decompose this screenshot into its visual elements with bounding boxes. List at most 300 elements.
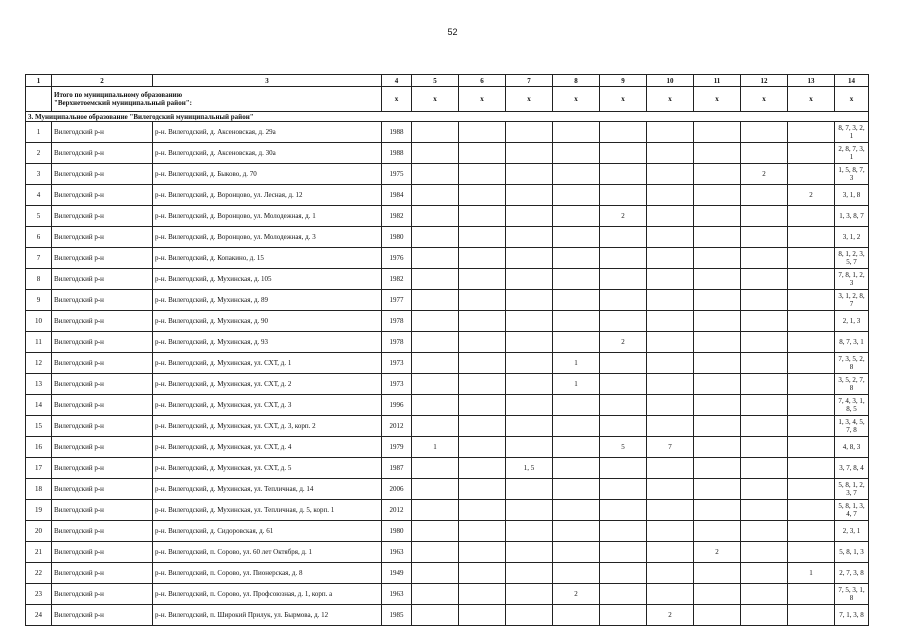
- address-cell: р-н. Вилегодский, д. Мухинская, ул. СХТ, д. 4: [153, 437, 382, 458]
- col8-cell: [553, 458, 600, 479]
- col14-cell: 2, 3, 1: [835, 521, 869, 542]
- col8-cell: [553, 500, 600, 521]
- row-number: 21: [26, 542, 52, 563]
- col12-cell: [741, 416, 788, 437]
- row-number: 8: [26, 269, 52, 290]
- row-number: 3: [26, 164, 52, 185]
- col12-cell: [741, 542, 788, 563]
- col11-cell: [694, 584, 741, 605]
- col10-cell: [647, 500, 694, 521]
- total-label: [52, 87, 382, 112]
- col12-cell: [741, 143, 788, 164]
- column-header: 12: [741, 75, 788, 87]
- col14-cell: 7, 1, 3, 8: [835, 605, 869, 626]
- col14-cell: 1, 3, 4, 5, 7, 8: [835, 416, 869, 437]
- col12-cell: [741, 584, 788, 605]
- col11-cell: [694, 227, 741, 248]
- col10-cell: [647, 416, 694, 437]
- col11-cell: [694, 122, 741, 143]
- col9-cell: [600, 542, 647, 563]
- column-header: 1: [26, 75, 52, 87]
- year-cell: 2006: [382, 479, 412, 500]
- col6-cell: [459, 227, 506, 248]
- col6-cell: [459, 416, 506, 437]
- col11-cell: [694, 311, 741, 332]
- col12-cell: [741, 437, 788, 458]
- col9-cell: [600, 521, 647, 542]
- district-cell: Вилегодский р-н: [52, 458, 153, 479]
- col13-cell: [788, 290, 835, 311]
- col9-cell: [600, 122, 647, 143]
- district-cell: Вилегодский р-н: [52, 605, 153, 626]
- col6-cell: [459, 542, 506, 563]
- col10-cell: [647, 458, 694, 479]
- col11-cell: [694, 395, 741, 416]
- address-cell: р-н. Вилегодский, д. Быково, д. 70: [153, 164, 382, 185]
- col8-cell: [553, 521, 600, 542]
- col5-cell: [412, 479, 459, 500]
- col7-cell: [506, 395, 553, 416]
- col11-cell: [694, 437, 741, 458]
- col8-cell: 1: [553, 374, 600, 395]
- col12-cell: [741, 605, 788, 626]
- col10-cell: [647, 311, 694, 332]
- col8-cell: [553, 437, 600, 458]
- col7-cell: [506, 269, 553, 290]
- col9-cell: [600, 416, 647, 437]
- col13-cell: [788, 311, 835, 332]
- col6-cell: [459, 332, 506, 353]
- table-row: [26, 164, 869, 185]
- col9-cell: [600, 605, 647, 626]
- col12-cell: [741, 563, 788, 584]
- table-row: [26, 500, 869, 521]
- year-cell: 2012: [382, 416, 412, 437]
- col7-cell: [506, 374, 553, 395]
- col6-cell: [459, 563, 506, 584]
- col8-cell: [553, 122, 600, 143]
- table-row: [26, 584, 869, 605]
- col14-cell: 4, 8, 3: [835, 437, 869, 458]
- address-cell: р-н. Вилегодский, д. Мухинская, ул. СХТ, д. 5: [153, 458, 382, 479]
- col12-cell: [741, 500, 788, 521]
- col9-cell: [600, 164, 647, 185]
- col8-cell: [553, 290, 600, 311]
- col7-cell: [506, 563, 553, 584]
- row-number: 1: [26, 122, 52, 143]
- table-row: [26, 563, 869, 584]
- address-cell: р-н. Вилегодский, д. Воронцово, ул. Молодежная, д. 1: [153, 206, 382, 227]
- col8-cell: [553, 563, 600, 584]
- district-cell: Вилегодский р-н: [52, 248, 153, 269]
- address-cell: р-н. Вилегодский, п. Широкий Прилук, ул. Бырмова, д. 12: [153, 605, 382, 626]
- col9-cell: 2: [600, 206, 647, 227]
- table-row: [26, 206, 869, 227]
- col10-cell: [647, 584, 694, 605]
- col6-cell: [459, 269, 506, 290]
- col10-cell: [647, 206, 694, 227]
- year-cell: 1988: [382, 143, 412, 164]
- col13-cell: [788, 374, 835, 395]
- col10-cell: [647, 185, 694, 206]
- total-label-line1: Итого по муниципальному образованию: [54, 91, 183, 99]
- address-cell: р-н. Вилегодский, д. Мухинская, д. 89: [153, 290, 382, 311]
- col10-cell: [647, 164, 694, 185]
- district-cell: Вилегодский р-н: [52, 164, 153, 185]
- district-cell: Вилегодский р-н: [52, 185, 153, 206]
- col14-cell: 8, 7, 3, 2, 1: [835, 122, 869, 143]
- total-value: х: [600, 87, 647, 112]
- year-cell: 1976: [382, 248, 412, 269]
- table-row: [26, 479, 869, 500]
- col12-cell: [741, 395, 788, 416]
- row-number: 22: [26, 563, 52, 584]
- district-cell: Вилегодский р-н: [52, 206, 153, 227]
- table-row: [26, 395, 869, 416]
- col9-cell: [600, 143, 647, 164]
- col10-cell: [647, 227, 694, 248]
- col10-cell: [647, 122, 694, 143]
- col5-cell: [412, 122, 459, 143]
- district-cell: Вилегодский р-н: [52, 143, 153, 164]
- year-cell: 1978: [382, 311, 412, 332]
- page-number: 52: [447, 27, 458, 37]
- col11-cell: [694, 479, 741, 500]
- year-cell: 1980: [382, 227, 412, 248]
- address-cell: р-н. Вилегодский, д. Мухинская, ул. СХТ, д. 1: [153, 353, 382, 374]
- district-cell: Вилегодский р-н: [52, 227, 153, 248]
- col13-cell: 2: [788, 185, 835, 206]
- col14-cell: 3, 1, 2, 8, 7: [835, 290, 869, 311]
- section-row: [26, 112, 869, 122]
- col10-cell: [647, 521, 694, 542]
- col10-cell: [647, 479, 694, 500]
- col8-cell: 2: [553, 584, 600, 605]
- district-cell: Вилегодский р-н: [52, 311, 153, 332]
- year-cell: 1963: [382, 542, 412, 563]
- col6-cell: [459, 479, 506, 500]
- row-number: 20: [26, 521, 52, 542]
- col5-cell: [412, 374, 459, 395]
- col13-cell: [788, 521, 835, 542]
- col12-cell: [741, 290, 788, 311]
- col13-cell: 1: [788, 563, 835, 584]
- year-cell: 2012: [382, 500, 412, 521]
- col9-cell: [600, 563, 647, 584]
- col10-cell: 2: [647, 605, 694, 626]
- district-cell: Вилегодский р-н: [52, 353, 153, 374]
- col6-cell: [459, 185, 506, 206]
- col14-cell: 8, 7, 3, 1: [835, 332, 869, 353]
- table-row: [26, 248, 869, 269]
- col13-cell: [788, 479, 835, 500]
- col14-cell: 7, 8, 1, 2, 3: [835, 269, 869, 290]
- year-cell: 1973: [382, 353, 412, 374]
- table-row: [26, 416, 869, 437]
- col14-cell: 3, 1, 8: [835, 185, 869, 206]
- district-cell: Вилегодский р-н: [52, 395, 153, 416]
- col14-cell: 3, 5, 2, 7, 8: [835, 374, 869, 395]
- col6-cell: [459, 374, 506, 395]
- col8-cell: [553, 416, 600, 437]
- address-cell: р-н. Вилегодский, п. Сорово, ул. Пионерская, д. 8: [153, 563, 382, 584]
- address-cell: р-н. Вилегодский, д. Аксеновская, д. 29а: [153, 122, 382, 143]
- col8-cell: [553, 332, 600, 353]
- col6-cell: [459, 143, 506, 164]
- column-header: 6: [459, 75, 506, 87]
- total-value: х: [553, 87, 600, 112]
- table-row: [26, 437, 869, 458]
- col12-cell: [741, 185, 788, 206]
- col6-cell: [459, 311, 506, 332]
- col8-cell: [553, 542, 600, 563]
- col9-cell: [600, 374, 647, 395]
- col5-cell: [412, 269, 459, 290]
- col12-cell: [741, 332, 788, 353]
- row-number: 11: [26, 332, 52, 353]
- district-cell: Вилегодский р-н: [52, 332, 153, 353]
- col12-cell: [741, 227, 788, 248]
- year-cell: 1984: [382, 185, 412, 206]
- col7-cell: [506, 143, 553, 164]
- col10-cell: [647, 542, 694, 563]
- total-value: х: [741, 87, 788, 112]
- district-cell: Вилегодский р-н: [52, 584, 153, 605]
- col5-cell: [412, 521, 459, 542]
- col13-cell: [788, 122, 835, 143]
- column-header: 3: [153, 75, 382, 87]
- col7-cell: [506, 353, 553, 374]
- col5-cell: [412, 248, 459, 269]
- col5-cell: [412, 143, 459, 164]
- col6-cell: [459, 353, 506, 374]
- col13-cell: [788, 416, 835, 437]
- col13-cell: [788, 542, 835, 563]
- address-cell: р-н. Вилегодский, д. Аксеновская, д. 30а: [153, 143, 382, 164]
- district-cell: Вилегодский р-н: [52, 290, 153, 311]
- col5-cell: [412, 563, 459, 584]
- col10-cell: [647, 353, 694, 374]
- year-cell: 1980: [382, 521, 412, 542]
- col7-cell: [506, 248, 553, 269]
- col9-cell: [600, 500, 647, 521]
- col9-cell: 5: [600, 437, 647, 458]
- total-value: х: [647, 87, 694, 112]
- row-number: 4: [26, 185, 52, 206]
- col7-cell: [506, 416, 553, 437]
- col13-cell: [788, 332, 835, 353]
- table-row: [26, 332, 869, 353]
- district-cell: Вилегодский р-н: [52, 269, 153, 290]
- row-number: 19: [26, 500, 52, 521]
- col10-cell: [647, 269, 694, 290]
- col7-cell: [506, 122, 553, 143]
- col5-cell: [412, 185, 459, 206]
- col11-cell: [694, 143, 741, 164]
- column-header: 9: [600, 75, 647, 87]
- row-number: 12: [26, 353, 52, 374]
- col9-cell: [600, 227, 647, 248]
- col12-cell: [741, 248, 788, 269]
- table-row: [26, 458, 869, 479]
- col9-cell: [600, 248, 647, 269]
- address-cell: р-н. Вилегодский, д. Мухинская, ул. СХТ, д. 2: [153, 374, 382, 395]
- row-number: 6: [26, 227, 52, 248]
- col10-cell: [647, 248, 694, 269]
- col9-cell: [600, 185, 647, 206]
- col5-cell: [412, 416, 459, 437]
- col6-cell: [459, 122, 506, 143]
- col6-cell: [459, 164, 506, 185]
- column-header: 11: [694, 75, 741, 87]
- col10-cell: [647, 290, 694, 311]
- district-cell: Вилегодский р-н: [52, 542, 153, 563]
- row-number: 7: [26, 248, 52, 269]
- district-cell: Вилегодский р-н: [52, 122, 153, 143]
- row-number: 9: [26, 290, 52, 311]
- table-row: [26, 542, 869, 563]
- col5-cell: [412, 605, 459, 626]
- year-cell: 1996: [382, 395, 412, 416]
- col7-cell: [506, 605, 553, 626]
- col8-cell: [553, 395, 600, 416]
- header-row: [26, 75, 869, 87]
- col14-cell: 3, 1, 2: [835, 227, 869, 248]
- col12-cell: [741, 479, 788, 500]
- col7-cell: [506, 227, 553, 248]
- col8-cell: [553, 605, 600, 626]
- col9-cell: 2: [600, 332, 647, 353]
- col11-cell: [694, 521, 741, 542]
- row-number: 15: [26, 416, 52, 437]
- year-cell: 1987: [382, 458, 412, 479]
- district-cell: Вилегодский р-н: [52, 563, 153, 584]
- col5-cell: [412, 206, 459, 227]
- total-value: х: [694, 87, 741, 112]
- total-row: [26, 87, 869, 112]
- col9-cell: [600, 269, 647, 290]
- table-row: [26, 122, 869, 143]
- col14-cell: 5, 8, 1, 2, 3, 7: [835, 479, 869, 500]
- col7-cell: [506, 290, 553, 311]
- col7-cell: [506, 332, 553, 353]
- col8-cell: 1: [553, 353, 600, 374]
- col8-cell: [553, 248, 600, 269]
- table-row: [26, 374, 869, 395]
- address-cell: р-н. Вилегодский, д. Мухинская, ул. Тепличная, д. 14: [153, 479, 382, 500]
- col6-cell: [459, 395, 506, 416]
- col7-cell: [506, 185, 553, 206]
- address-cell: р-н. Вилегодский, п. Сорово, ул. 60 лет Октября, д. 1: [153, 542, 382, 563]
- col9-cell: [600, 395, 647, 416]
- col11-cell: [694, 290, 741, 311]
- col13-cell: [788, 353, 835, 374]
- col9-cell: [600, 479, 647, 500]
- col7-cell: [506, 584, 553, 605]
- year-cell: 1978: [382, 332, 412, 353]
- address-cell: р-н. Вилегодский, д. Сидоровская, д. 61: [153, 521, 382, 542]
- col8-cell: [553, 164, 600, 185]
- total-value: х: [788, 87, 835, 112]
- col5-cell: 1: [412, 437, 459, 458]
- row-number: 14: [26, 395, 52, 416]
- row-number: 2: [26, 143, 52, 164]
- address-cell: р-н. Вилегодский, д. Воронцово, ул. Лесная, д. 12: [153, 185, 382, 206]
- column-header: 8: [553, 75, 600, 87]
- address-cell: р-н. Вилегодский, д. Мухинская, д. 93: [153, 332, 382, 353]
- col6-cell: [459, 437, 506, 458]
- address-cell: р-н. Вилегодский, п. Сорово, ул. Профсоюзная, д. 1, корп. а: [153, 584, 382, 605]
- col14-cell: 2, 1, 3: [835, 311, 869, 332]
- row-number: 24: [26, 605, 52, 626]
- district-cell: Вилегодский р-н: [52, 374, 153, 395]
- col13-cell: [788, 458, 835, 479]
- col7-cell: 1, 5: [506, 458, 553, 479]
- col11-cell: [694, 374, 741, 395]
- col6-cell: [459, 584, 506, 605]
- column-header: 14: [835, 75, 869, 87]
- col8-cell: [553, 269, 600, 290]
- col12-cell: [741, 353, 788, 374]
- col9-cell: [600, 584, 647, 605]
- col14-cell: 5, 8, 1, 3: [835, 542, 869, 563]
- row-number: 16: [26, 437, 52, 458]
- col14-cell: 1, 3, 8, 7: [835, 206, 869, 227]
- col13-cell: [788, 269, 835, 290]
- year-cell: 1977: [382, 290, 412, 311]
- col6-cell: [459, 458, 506, 479]
- row-number: 13: [26, 374, 52, 395]
- year-cell: 1979: [382, 437, 412, 458]
- col12-cell: [741, 269, 788, 290]
- col13-cell: [788, 248, 835, 269]
- district-cell: Вилегодский р-н: [52, 500, 153, 521]
- col7-cell: [506, 206, 553, 227]
- total-value: х: [412, 87, 459, 112]
- col5-cell: [412, 311, 459, 332]
- col13-cell: [788, 206, 835, 227]
- col11-cell: 2: [694, 542, 741, 563]
- row-number: 23: [26, 584, 52, 605]
- col6-cell: [459, 290, 506, 311]
- housing-table: [25, 74, 869, 626]
- col7-cell: [506, 437, 553, 458]
- year-cell: 1963: [382, 584, 412, 605]
- table-row: [26, 605, 869, 626]
- total-value: х: [506, 87, 553, 112]
- address-cell: р-н. Вилегодский, д. Мухинская, ул. СХТ, д. 3: [153, 395, 382, 416]
- col8-cell: [553, 185, 600, 206]
- address-cell: р-н. Вилегодский, д. Воронцово, ул. Молодежная, д. 3: [153, 227, 382, 248]
- col14-cell: 7, 3, 5, 2, 8: [835, 353, 869, 374]
- col12-cell: [741, 122, 788, 143]
- col13-cell: [788, 500, 835, 521]
- col9-cell: [600, 290, 647, 311]
- col12-cell: [741, 311, 788, 332]
- col11-cell: [694, 563, 741, 584]
- col8-cell: [553, 206, 600, 227]
- col11-cell: [694, 185, 741, 206]
- col6-cell: [459, 500, 506, 521]
- col14-cell: 7, 4, 3, 1, 8, 5: [835, 395, 869, 416]
- table-row: [26, 269, 869, 290]
- address-cell: р-н. Вилегодский, д. Мухинская, ул. СХТ, д. 3, корп. 2: [153, 416, 382, 437]
- col7-cell: [506, 521, 553, 542]
- col14-cell: 8, 1, 2, 3, 5, 7: [835, 248, 869, 269]
- total-value: х: [835, 87, 869, 112]
- col5-cell: [412, 395, 459, 416]
- col14-cell: 5, 8, 1, 3, 4, 7: [835, 500, 869, 521]
